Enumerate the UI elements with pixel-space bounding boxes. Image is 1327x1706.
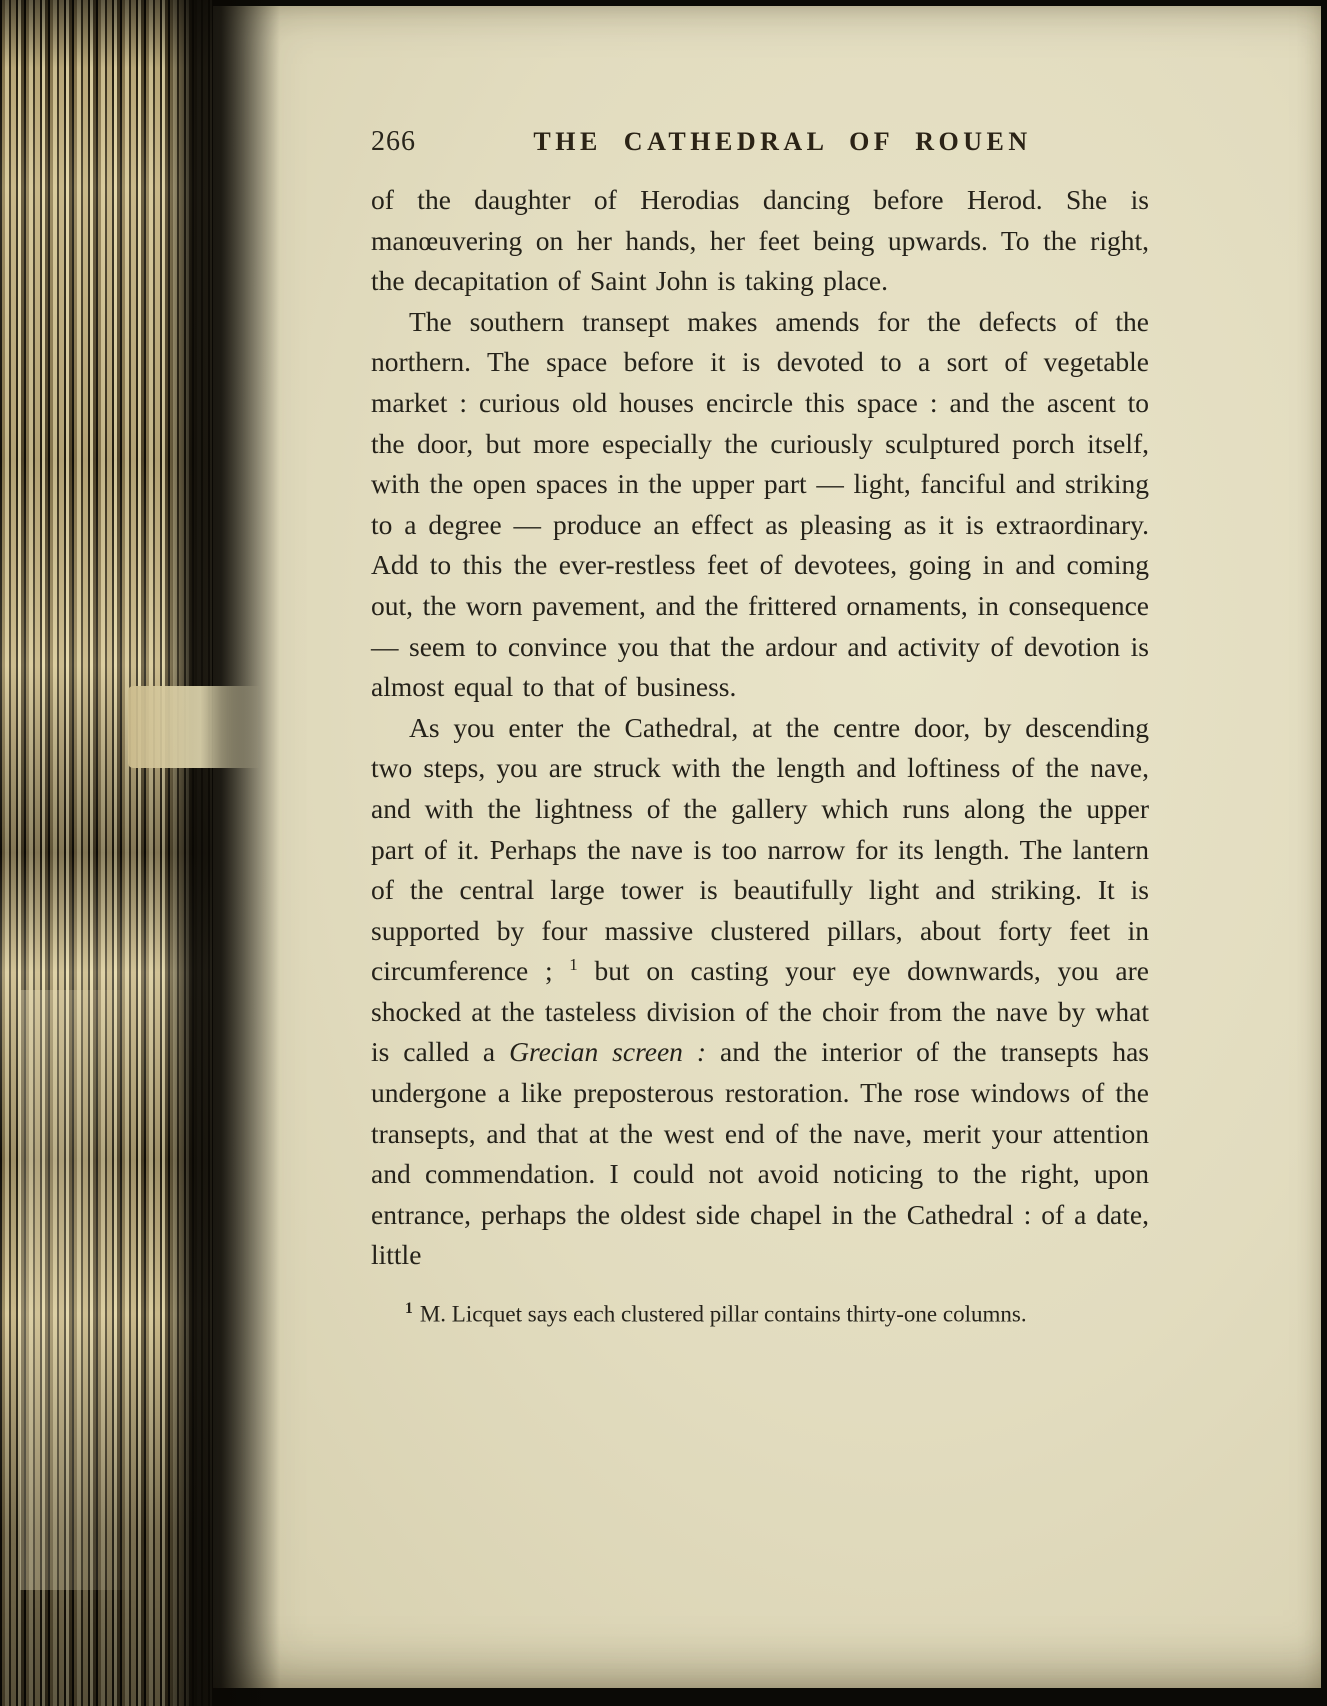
running-header-title: THE CATHEDRAL OF ROUEN [533, 127, 1032, 156]
paragraph-segment: of the daughter of Herodias dancing before Herod. She is manœuvering on her hands, her feet being upwards. To the right, the decapitation of Saint John is taking place. [371, 184, 1149, 297]
paragraph [371, 180, 1149, 302]
paragraph [371, 708, 1149, 1276]
paragraph [371, 302, 1149, 708]
page-number: 266 [371, 126, 416, 157]
book-fore-edge [0, 0, 212, 1706]
paragraph-segment: The southern transept makes amends for the defects of the northern. The space before it is devoted to a sort of vegetable market : curious old houses encircle this space : and the ascent to the door, but more especially the curiously sculptured porch itself, with the open spaces in the upper part — light, fanciful and striking to a degree — produce an effect as pleasing as it is extraordinary. Add to this the ever-restless feet of devotees, going in and coming out, the worn pavement, and the frittered ornaments, in consequence — seem to convince you that the ardour and activity of devotion is almost equal to that of business. [371, 305, 1149, 703]
paragraph-segment: but on casting your eye downwards, you are shocked at the tasteless division of the choir from the nave by what is called a [371, 955, 1149, 1068]
book-page [213, 6, 1321, 1688]
running-header [371, 126, 1149, 158]
paragraph-segment: As you enter the Cathedral, at the centre door, by descending two steps, you are struck with the length and loftiness of the nave, and with the lightness of the gallery which runs along the upper part of it. Perhaps the nave is too narrow for its length. The lantern of the central large tower is beautifully light and striking. It is supported by four massive clustered pillars, about forty feet in circumference ; [371, 711, 1149, 987]
paragraph-segment: and the interior of the transepts has undergone a like preposterous restoration. The rose windows of the transepts, and that at the west end of the nave, merit your attention and commendation. I could not avoid noticing to the right, upon entrance, perhaps the oldest side chapel in the Cathedral : of a date, little [371, 1036, 1149, 1271]
paragraph-segment: 1 [569, 955, 578, 975]
page-body [371, 180, 1149, 1276]
footnote-text: M. Licquet says each clustered pillar contains thirty-one columns. [419, 1301, 1027, 1327]
paragraph-segment: Grecian screen : [509, 1036, 721, 1068]
footnote [371, 1294, 1163, 1330]
footnote-marker: 1 [405, 1300, 413, 1318]
page-content [213, 6, 1321, 1330]
